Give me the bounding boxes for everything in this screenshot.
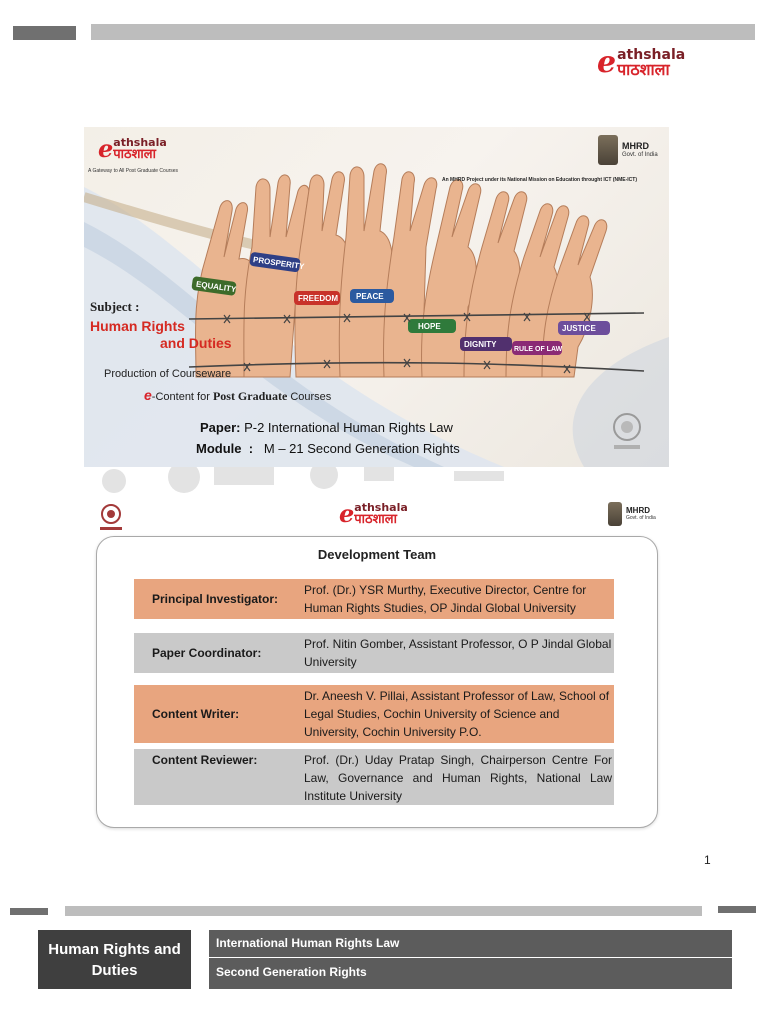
logo-word-english: athshala <box>617 47 686 63</box>
wristband-equality: EQUALITY <box>195 279 237 295</box>
team-row-content-writer <box>134 685 614 743</box>
national-emblem-icon <box>598 135 618 165</box>
banner-mission-text: An MHRD Project under its National Mission on Education throught ICT (NME-ICT) <box>442 177 637 183</box>
header-bar-left <box>13 26 76 40</box>
econtent-bold: Post Graduate <box>212 389 288 403</box>
banner-logo-word-hindi: पाठशाला <box>113 147 156 162</box>
team-logo-word-english: athshala <box>354 501 408 514</box>
team-mhrd-name: MHRD <box>626 505 650 515</box>
team-desc: Prof. (Dr.) YSR Murthy, Executive Director, Centre for Human Rights Studies, OP Jindal Global University <box>304 583 587 615</box>
team-epathshala-logo <box>339 499 408 528</box>
wristband-dignity: DIGNITY <box>464 340 497 349</box>
wristband-rule-of-law: RULE OF LAW <box>514 346 563 353</box>
paper-label: Paper: <box>200 420 241 435</box>
wristband-hope: HOPE <box>418 322 441 331</box>
team-role: Paper Coordinator: <box>152 646 262 660</box>
wristband-freedom: FREEDOM <box>298 294 338 303</box>
banner-tagline: A Gateway to All Post Graduate Courses <box>88 168 179 174</box>
banner-epathshala-logo <box>98 134 167 163</box>
wristband-justice: JUSTICE <box>562 324 596 333</box>
production-text: Production of Courseware <box>104 368 232 380</box>
banner-mhrd-sub: Govt. of India <box>622 151 658 158</box>
wristband-prosperity: PROSPERITY <box>252 255 305 272</box>
footer-subject: Human Rights and Duties <box>38 930 191 989</box>
banner-logo-e-mark: e <box>98 134 114 163</box>
team-desc: Prof. (Dr.) Uday Pratap Singh, Chairperson Centre For Law, Governance and Human Rights, National Law Institute University <box>304 753 612 803</box>
wristband-peace: PEACE <box>356 292 384 301</box>
logo-word-hindi: पाठशाला <box>617 60 670 79</box>
paper-line <box>200 420 453 435</box>
team-logo-e-mark: e <box>339 499 355 528</box>
subject-name-line2: and Duties <box>160 335 232 351</box>
team-logo-word-hindi: पाठशाला <box>354 512 397 527</box>
module-value: M – 21 Second Generation Rights <box>253 441 460 456</box>
banner-mhrd-logo <box>598 135 658 165</box>
footer-paper-title: International Human Rights Law <box>209 930 732 957</box>
team-desc: Prof. Nitin Gomber, Assistant Professor, O P Jindal Global University <box>304 637 612 669</box>
econtent-e-mark: e <box>144 387 152 403</box>
econtent-text <box>144 387 331 404</box>
paper-value: P-2 International Human Rights Law <box>240 420 453 435</box>
logo-e-mark: e <box>597 45 617 80</box>
module-line <box>196 441 460 456</box>
development-team-panel <box>96 536 658 828</box>
banner-logo-word-english: athshala <box>113 136 167 149</box>
team-row-content-reviewer <box>134 749 614 805</box>
team-ugc-seal-icon <box>96 502 126 532</box>
module-label: Module : <box>196 441 254 456</box>
econtent-suffix: Courses <box>287 391 332 403</box>
team-mhrd-logo <box>608 502 656 526</box>
footer-bar-mid <box>65 906 702 916</box>
footer-bar-left <box>10 908 48 915</box>
team-mhrd-sub: Govt. of India <box>626 514 656 521</box>
footer-module-title: Second Generation Rights <box>209 958 732 989</box>
subject-label: Subject : <box>90 299 140 314</box>
course-banner <box>84 127 669 467</box>
page-number: 1 <box>704 853 711 867</box>
development-team-title: Development Team <box>317 547 437 562</box>
team-national-emblem-icon <box>608 502 622 526</box>
epathshala-logo <box>597 45 686 80</box>
footer-bar-right <box>718 906 756 913</box>
subject-name-line1: Human Rights <box>90 318 185 334</box>
econtent-prefix: -Content for <box>151 391 213 403</box>
team-row-principal-investigator <box>134 579 614 619</box>
team-row-paper-coordinator <box>134 633 614 673</box>
ugc-seal-icon <box>608 409 646 453</box>
banner-mhrd-name: MHRD <box>622 140 649 151</box>
team-role: Principal Investigator: <box>152 592 279 606</box>
faded-watermark <box>84 467 669 499</box>
team-role: Content Writer: <box>152 707 240 721</box>
team-desc: Dr. Aneesh V. Pillai, Assistant Professor of Law, School of Legal Studies, Cochin University of Science and University, Cochin University P.O. <box>304 689 610 739</box>
header-bar-right <box>91 24 755 40</box>
team-role: Content Reviewer: <box>152 753 258 767</box>
